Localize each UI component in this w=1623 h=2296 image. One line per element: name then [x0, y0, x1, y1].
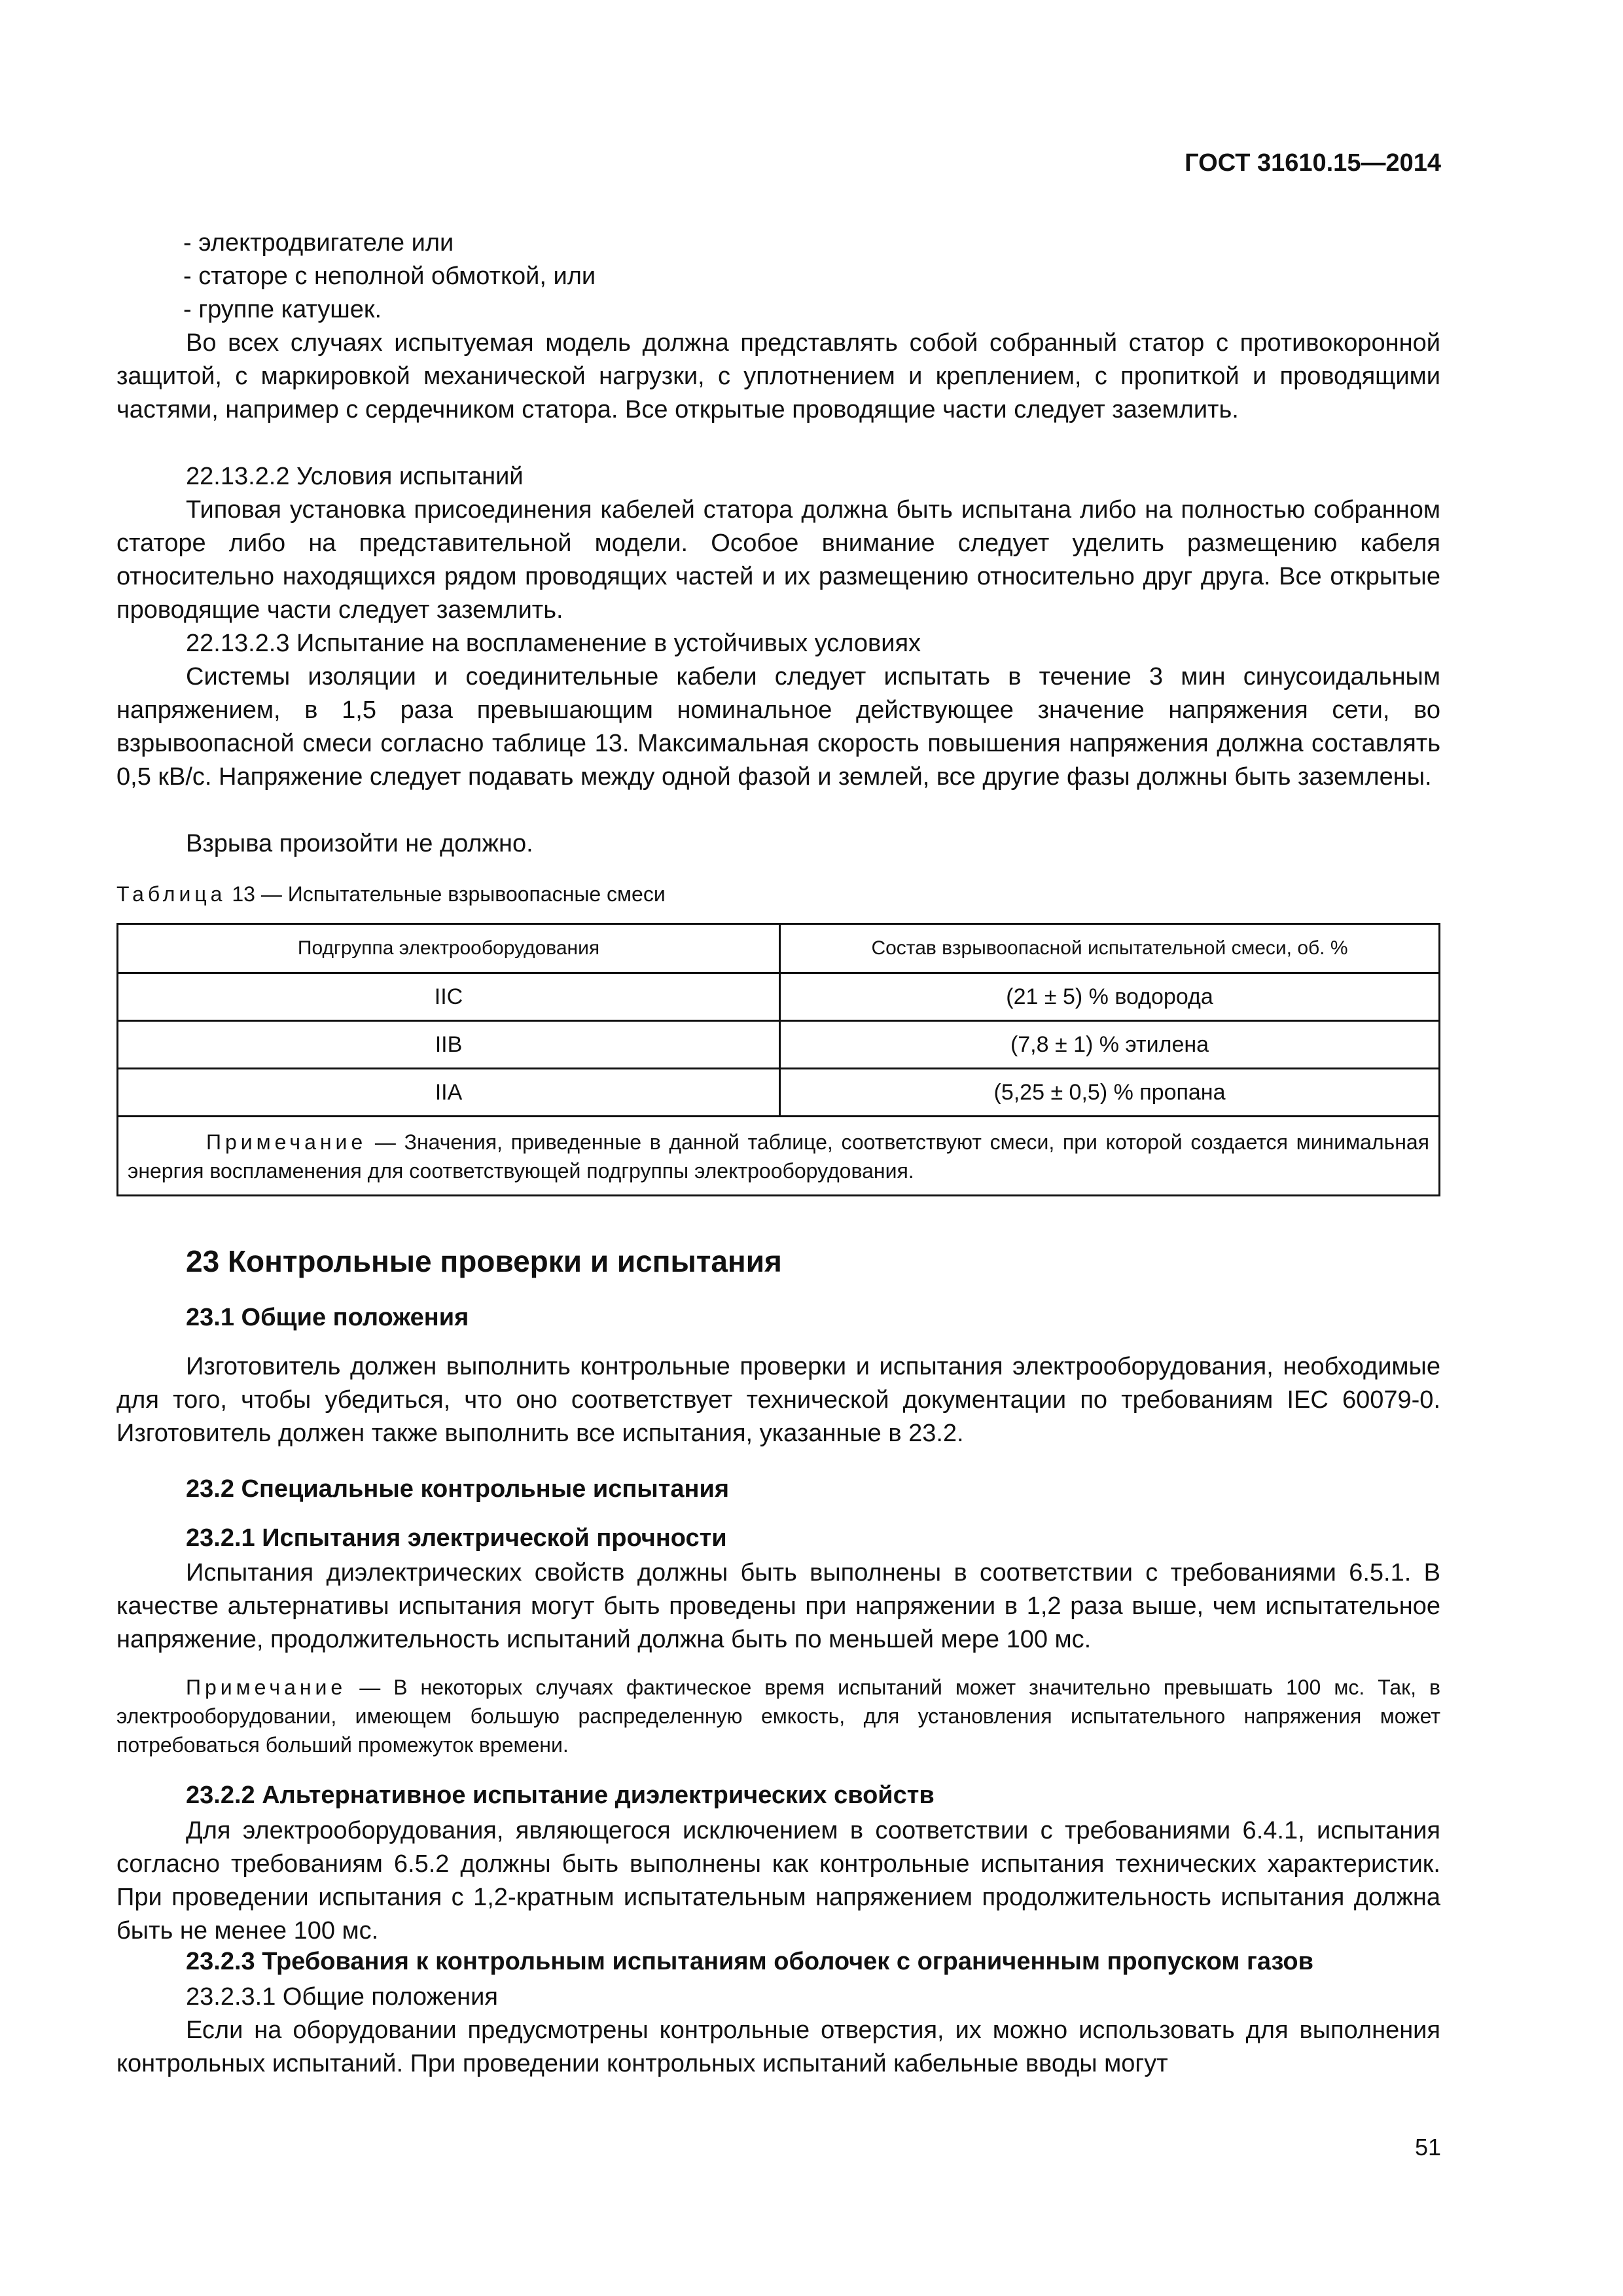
table-cell: IIC	[118, 973, 780, 1021]
paragraph: Если на оборудовании предусмотрены контрольные отверстия, их можно использовать для выполнения контрольных испытаний. При проведении контрольных испытаний кабельные вводы могут	[116, 2017, 1440, 2077]
table-row	[118, 1021, 1440, 1069]
mixture-table	[116, 923, 1440, 1196]
subsection-heading: 23.2 Специальные контрольные испытания	[186, 1475, 729, 1503]
table-header-row	[118, 924, 1440, 973]
subsection-heading: 23.1 Общие положения	[186, 1304, 469, 1331]
table-cell: (5,25 ± 0,5) % пропана	[780, 1069, 1440, 1117]
table-cell: IIA	[118, 1069, 780, 1117]
paragraph: Испытания диэлектрических свойств должны быть выполнены в соответствии с требованиями 6.5.1. В качестве альтернативы испытания могут быть проведены при напряжении в 1,2 раза выше, чем испытательное напряжение, продолжительность испытаний должна быть по меньшей мере 100 мс.	[116, 1559, 1440, 1653]
table-cell: (7,8 ± 1) % этилена	[780, 1021, 1440, 1069]
paragraph: Для электрооборудования, являющегося исключением в соответствии с требованиями 6.4.1, испытания согласно требованиям 6.5.2 должны быть выполнены как контрольные испытания технических характеристик. При проведении испытания с 1,2-кратным испытательным напряжением продолжительность испытания должна быть не менее 100 мс.	[116, 1817, 1440, 1945]
paragraph: Взрыва произойти не должно.	[186, 830, 533, 857]
section-heading: 23 Контрольные проверки и испытания	[186, 1244, 782, 1278]
table-cell: (21 ± 5) % водорода	[780, 973, 1440, 1021]
paragraph: Системы изоляции и соединительные кабели следует испытать в течение 3 мин синусоидальным напряжением, в 1,5 раза превышающим номинальное действующее значение напряжения сети, во взрывоопасной смеси согласно таблице 13. Максимальная скорость повышения напряжения должна составлять 0,5 кВ/с. Напряжение следует подавать между одной фазой и землей, все другие фазы должны быть заземлены.	[116, 663, 1440, 791]
subsection-title: 22.13.2.2 Условия испытаний	[186, 463, 524, 490]
paragraph: Типовая установка присоединения кабелей статора должна быть испытана либо на полностью собранном статоре либо на представительной модели. Особое внимание следует уделить размещению кабеля относительно находящихся рядом проводящих частей и их размещению относительно друг друга. Все открытые проводящие части следует заземлить.	[116, 496, 1440, 624]
table-caption: Таблица 13 — Испытательные взрывоопасные смеси	[116, 882, 666, 906]
standard-header: ГОСТ 31610.15—2014	[1185, 149, 1441, 177]
list-item: - статоре с неполной обмоткой, или	[183, 262, 596, 290]
page-number: 51	[1414, 2134, 1441, 2161]
subsection-heading: 23.2.2 Альтернативное испытание диэлектрических свойств	[186, 1782, 935, 1809]
table-cell: IIB	[118, 1021, 780, 1069]
list-item: - группе катушек.	[183, 296, 382, 323]
table-note-row	[118, 1117, 1440, 1196]
subsection-title: 23.2.3.1 Общие положения	[186, 1983, 498, 2011]
note: Примечание — В некоторых случаях фактическое время испытаний может значительно превышать 100 мс. Так, в электрооборудовании, имеющем большую распределенную емкость, для установления испытательного напряжения может потребоваться больший промежуток времени.	[116, 1676, 1440, 1757]
table-header-cell: Состав взрывоопасной испытательной смеси, об. %	[780, 924, 1440, 973]
subsection-title: 22.13.2.3 Испытание на воспламенение в устойчивых условиях	[186, 630, 921, 657]
paragraph: Во всех случаях испытуемая модель должна представлять собой собранный статор с противокоронной защитой, с маркировкой механической нагрузки, с уплотнением и креплением, с пропиткой и проводящими частями, например с сердечником статора. Все открытые проводящие части следует заземлить.	[116, 329, 1440, 423]
table-header-cell: Подгруппа электрооборудования	[118, 924, 780, 973]
list-item: - электродвигателе или	[183, 229, 454, 257]
subsection-heading: 23.2.1 Испытания электрической прочности	[186, 1524, 727, 1552]
subsection-heading: 23.2.3 Требования к контрольным испытаниям оболочек с ограниченным пропуском газов	[186, 1948, 1313, 1975]
table-row	[118, 1069, 1440, 1117]
table-row	[118, 973, 1440, 1021]
table-note: Примечание — Значения, приведенные в данной таблице, соответствуют смеси, при которой создается минимальная энергия воспламенения для соответствующей подгруппы электрооборудования.	[118, 1117, 1440, 1196]
paragraph: Изготовитель должен выполнить контрольные проверки и испытания электрооборудования, необходимые для того, чтобы убедиться, что оно соответствует технической документации по требованиям IEC 60079-0. Изготовитель должен также выполнить все испытания, указанные в 23.2.	[116, 1353, 1440, 1447]
